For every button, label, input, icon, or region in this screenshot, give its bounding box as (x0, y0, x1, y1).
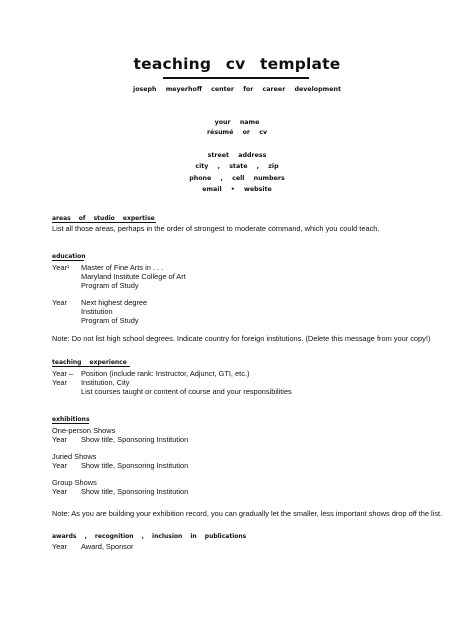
education-degree-2: Next highest degree (81, 298, 148, 307)
education-year-2: Year (52, 298, 67, 307)
exhibition-year: Year (52, 461, 67, 470)
exhibition-group-label: Juried Shows (52, 452, 97, 461)
education-program-2: Program of Study (81, 316, 139, 325)
teaching-year-range: Year – (52, 369, 74, 378)
education-institution-2: Institution (81, 307, 113, 316)
section-heading-studio: areas of studio expertise (52, 215, 155, 222)
section-heading-exhibitions: exhibitions (52, 416, 90, 423)
teaching-position: Position (include rank: Instructor, Adjunct, GTI, etc.) (81, 369, 250, 378)
awards-entry: Award, Sponsor (81, 542, 134, 551)
contact-resume: résumé or cv (206, 129, 268, 136)
exhibition-entry: Show title, Sponsoring Institution (81, 487, 189, 496)
contact-name: your name (214, 119, 260, 126)
teaching-year-end: Year (52, 378, 67, 387)
contact-street: street address (207, 152, 267, 159)
section-heading-education: education (52, 253, 86, 260)
teaching-courses: List courses taught or content of course and your responsibilities (81, 387, 292, 396)
exhibition-group-label: Group Shows (52, 478, 97, 487)
document-subtitle: joseph meyerhoff center for career development (133, 86, 341, 93)
section-heading-teaching: teaching experience (52, 359, 127, 366)
section-rule-education (52, 260, 84, 261)
education-program-1: Program of Study (81, 281, 139, 290)
section-rule-studio (52, 222, 156, 223)
exhibition-entry: Show title, Sponsoring Institution (81, 435, 189, 444)
exhibition-entry: Show title, Sponsoring Institution (81, 461, 189, 470)
exhibition-year: Year (52, 435, 67, 444)
section-heading-awards: awards , recognition , inclusion in publications (52, 533, 247, 540)
education-institution-1: Maryland Institute College of Art (81, 272, 186, 281)
title-underline (163, 77, 309, 79)
contact-phone: phone , cell numbers (189, 175, 285, 182)
contact-city: city , state , zip (195, 163, 279, 170)
studio-body: List all those areas, perhaps in the order of strongest to moderate command, which you could teach. (52, 224, 380, 233)
exhibition-year: Year (52, 487, 67, 496)
exhibitions-note: Note: As you are building your exhibition record, you can gradually let the smaller, less important shows drop off the list. (52, 509, 443, 518)
education-degree-1: Master of Fine Arts in . . . (81, 263, 164, 272)
document-title: teaching cv template (133, 55, 341, 73)
teaching-institution: Institution, City (81, 378, 130, 387)
section-rule-exhibitions (52, 423, 89, 424)
contact-email: email • website (202, 186, 272, 193)
education-note: Note: Do not list high school degrees. Indicate country for foreign institutions. (Delete this message from your copy!) (52, 334, 431, 343)
education-year-1: Year¹ (52, 263, 70, 272)
section-rule-teaching (52, 366, 130, 367)
awards-year: Year (52, 542, 67, 551)
exhibition-group-label: One-person Shows (52, 426, 116, 435)
